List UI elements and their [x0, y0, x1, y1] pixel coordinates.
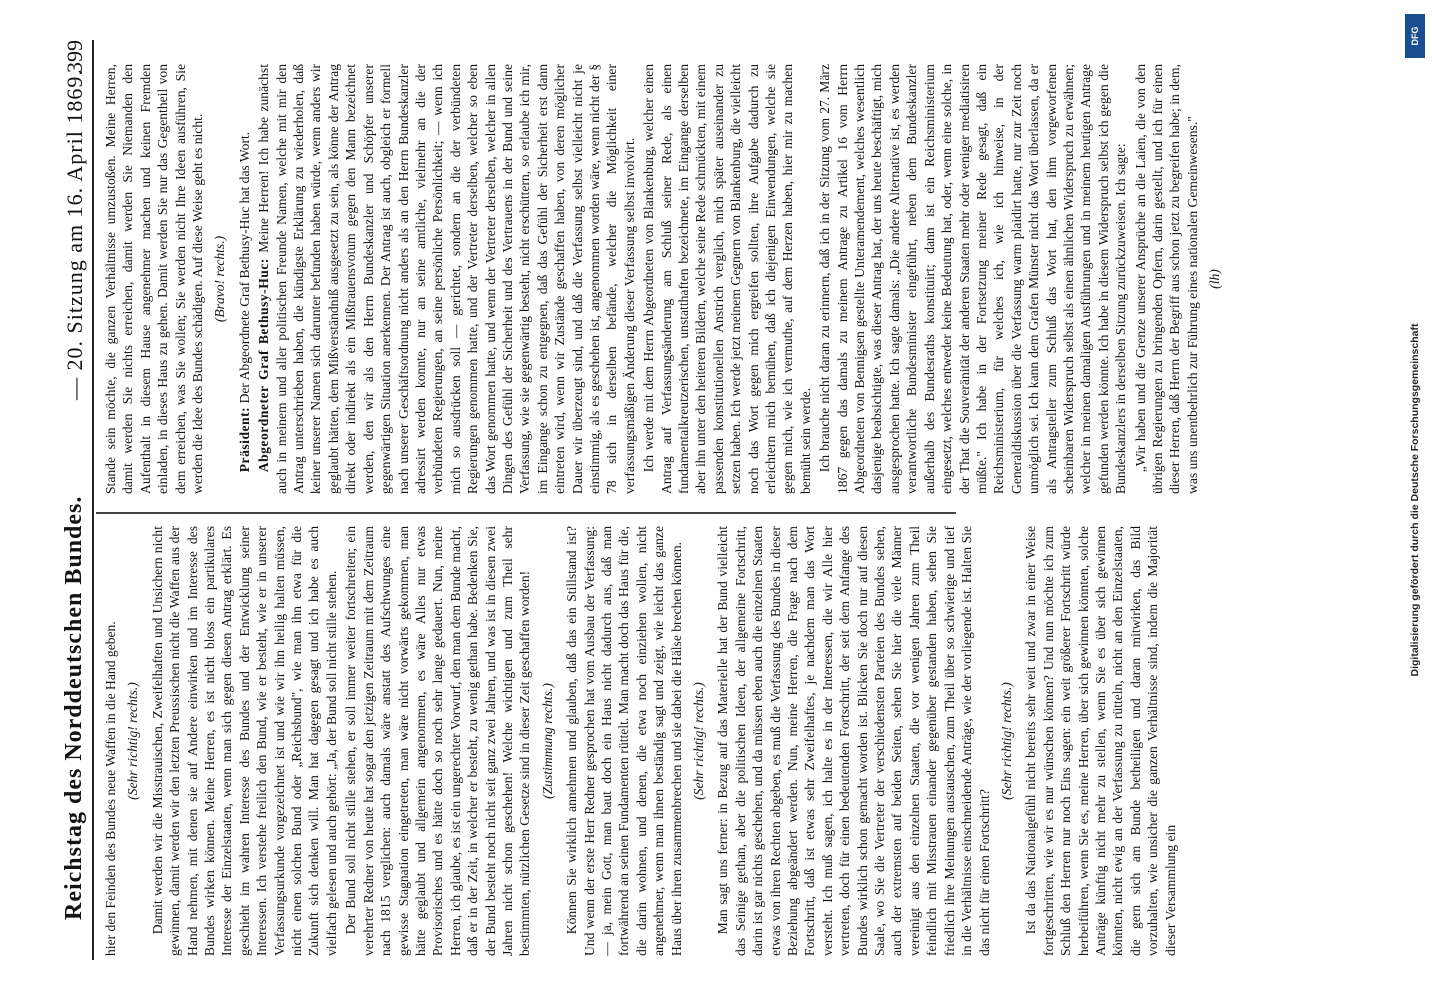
digitization-note: Digitalisierung gefördert durch die Deutsche Forschungsgemeinschaft: [1409, 323, 1421, 677]
right-column: [102, 64, 1223, 494]
dfg-logo: [1405, 14, 1425, 58]
interjection: (Bravo! rechts.): [212, 235, 228, 323]
speaker-name: Präsident:: [236, 406, 252, 473]
interjection: (Sehr richtig! rechts.): [125, 682, 141, 800]
paragraph: Ich werde mit dem Herrn Abgeordneten von Blankenburg, welcher einen Antrag auf Verfassungsänderung am Schluß seiner Rede, als einen fundamentalkreutzerischen, unstatthaften bezeichnete, im Eingange derselben aber ihn unter den heiteren Bildern, welche seine Rede schmückten, mit einem passenden konstitutionellen Anstrich verglich, mich später auseinander zu setzen haben. Ich werde jetzt meinem Gegnern von Blankenburg, die vielleicht noch das Wort gegen mich ergreifen sollten, ihre Aufgabe dadurch zu erleichtern mich bemühen, daß ich diejenigen Einwendungen, welche sie gegen mich, wie ich vermuthe, auf dem Herzen haben, hier mir zu machen bemüht sein werde.: [641, 64, 813, 494]
interjection: (Sehr richtig! rechts.): [691, 682, 706, 800]
page-number: 399: [62, 40, 87, 73]
running-title-right: — 20. Sitzung am 16. April 1869.: [62, 69, 87, 400]
document-page: [36, 20, 1396, 980]
speaker-name: Abgeordneter Graf Bethusy-Huc:: [256, 258, 272, 473]
digitization-stamp: [1404, 10, 1426, 990]
paragraph: Man sagt uns ferner: in Bezug auf das Materielle hat der Bund vielleicht das Seinige gethan, aber die politischen Ideen, der allgemeine Fortschritt, darin ist gar nichts geschehen, und da müssen eben auch die einzelnen Staaten etwas von ihren Rechten abgeben, es muß die Verfassung des Bundes in dieser Beziehung abgeändert werden. Nun, meine Herren, die Frage nach dem Fortschritt, daß ist etwas sehr Zweifelhaftes, je nachdem man das Wort versteht. Ich muß sagen, ich halte es in der Interessen, die wir Alle hier vertreten, doch für einen bedeutenden Fortschritt, der seit dem Anfange des Bundes wirklich schon gemacht worden ist. Blicken Sie doch nur auf diesen Saale, wo Sie die Vertreter der verschiedensten Parteien des Bundes sehen, auch der extremsten auf beiden Seiten, sehen Sie hier die viele Männer vereinigt aus den einzelnen Staaten, die vor wenigen Jahren zum Theil feindlich mit Misstrauen einander gegenüber gestanden haben, sehen Sie friedlich ihre Meinungen austauschen, zum Theil über so schwierige und tief in die Verhältnisse einschneidende Anträge, wie der vorliegende ist. Halten Sie das nicht für einen Fortschritt?: [715, 526, 992, 956]
paragraph: Ich brauche nicht daran zu erinnern, daß ich in der Sitzung vom 27. März 1867 gegen das damals zu meinem Antrage zu Artikel 16 vom Herrn Abgeordneten von Bennigsen gestellte Unteramendement, welches wesentlich dasjenige beabsichtigte, was dieser Antrag hat, der uns heute beschäftigt, mich ausgesprochen hatte. Ich sagte damals: „Die andere Alternative ist, es werden verantwortliche Bundesminister eingeführt, neben dem Bundeskanzler außerhalb des Bundesraths konstituirt; dann ist ein Reichsministerium eingesetzt, welches entweder keine Bedeutung hat, oder, wenn eine solche, in der That die Souveränität der anderen Staaten mehr oder weniger mediatisiren müßte." Ich habe in der Fortsetzung meiner Rede gesagt, daß ein Reichsministerium, für welches ich, wie ich hinweise, in der Generaldiskussion über die Verfassung warm plaidirt hatte, nur zur Zeit noch unmöglich sei. Ich kann dem Grafen Münster nicht das Wort überlassen, da er als Antragsteller zum Schluß das Wort hat, den ihm vorgeworfenen scheinbaren Widerspruch selbst als einen ähnlichen Widerspruch zu erwähnen; welcher in meinen damaligen Ausführungen und in meinem heutigen Antrage gefunden werden könnte. Ich habe in diesem Widerspruch selbst ich gegen die Bundeskanzlers in derselben Sitzung zurückzuweisen. Ich sagte:: [817, 64, 1129, 494]
paragraph: Der Bund soll nicht stille stehen, er soll immer weiter fortschreiten; ein verehrter Redner von heute hat sogar den jetzigen Zeitraum mit dem Zeitraum nach 1815 verglichen: auch damals wäre anstatt des Aufschwunges eine gewisse Stagnation eingetreten, man wäre nicht vorwärts gekommen, man hätte geglaubt und allgemein angenommen, es wäre Alles nur etwas Provisorisches und es hätte doch so noch sehr lange gedauert. Nun, meine Herren, ich glaube, es ist ein ungerechter Vorwurf, den man dem Bunde macht, daß er in der Zeit, in welcher er besteht, zu wenig gethan habe. Bedenken Sie, der Bund besteht noch nicht seit ganz zwei Jahren, und was ist in diesen zwei Jahren nicht schon geschehen! Welche wichtigen und zum Theil sehr bestimmten, nützlichen Gesetze sind in dieser Zeit geschaffen worden!: [343, 526, 533, 956]
paragraph: hier den Feinden des Bundes neue Waffen in die Hand geben.: [103, 621, 118, 956]
paragraph: Können Sie wirklich annehmen und glauben, daß das ein Stillstand ist? Und wenn der erste Herr Redner gesprochen hat vom Ausbau der Verfassung: — ja, mein Gott, man baut doch ein Haus nicht dadurch aus, daß man fortwährend an seinen Fundamenten rüttelt. Man macht doch das Haus für die, die darin wohnen, und denen, die etwa noch einziehen wollen, nicht angenehmer, wenn man ihnen beständig sagt und zeigt, wie leicht das ganze Haus über ihren zusammenbrechen und sie dabei die Hälse brechen können.: [564, 526, 684, 956]
footnote-mark: (lh): [1207, 269, 1223, 289]
quotation: „Wir haben und die Grenze unserer Ansprüche an die Laien, die von den übrigen Regierungen zu bringenden Opfern, darin gestellt, und ich für einen dieser Herren, daß Herrn der Begriff aus schon jetzt zu begreifen habe; in dem, was uns unentbehrlich zur Führung eines nationalen Gemeinwesens.": [1132, 64, 1200, 494]
left-column: [102, 526, 1178, 956]
running-title-left: Reichstag des Norddeutschen Bundes.: [61, 495, 87, 920]
page-header: [58, 40, 94, 960]
paragraph: Ist da das Nationalgefühl nicht bereits sehr weit und zwar in einer Weise fortgeschritten, wie wir es nur wünschen können? Und nun möchte ich zum Schluß den Herren nur noch Eins sagen: ein weit größerer Fortschritt würde herbeiführen, wenn Sie es, meine Herren, über sich gewinnen könnten, solche Anträge künftig nicht mehr zu stellen, wenn Sie es über sich gewinnen könnten, nicht ewig an der Verfassung zu rütteln, nicht an den Einzelstaaten, die gern sich am Bunde betheiligen und daran mitwirken, das Bild vorzuhalten, wie unsicher die ganzen Verhältnisse sind, indem die Majorität dieser Versammlung ein: [1023, 526, 1178, 956]
paragraph: Damit werden wir die Misstrauischen, Zweifelhaften und Unsichern nicht gewinnen, damit werden wir den letzten Preussischen nicht die Waffen aus der Hand nehmen, mit denen sie auf Andere einwirken und im Interesse des Bundes wirken können. Meine Herren, es ist nicht bloss ein partikulares Interesse der Einzelstaaten, wenn man sich gegen diesen Antrag erklärt. Es geschieht im wahren Interesse des Bundes und der Entwicklung seiner Interessen. Ich verstehe freilich den Bund, wie er besteht, wie er in unserer Verfassungsurkunde vorgezeichnet ist und wie wir ihn heilig halten müssen, nicht einen solchen Bund oder „Reichsbund", wie man ihn etwa für die Zukunft sich denken will. Man hat dagegen gesagt und ich habe es auch vielfach gelesen und auch gehört: „Ja, der Bund soll nicht stille stehen.: [149, 526, 339, 956]
speaker-text: Meine Herren! Ich habe zunächst auch in meinem und aller politischen Freunde Namen, welche mit mir den Antrag unterschrieben haben, die kündigste Erklärung zu wiederholen, daß keiner unserer Namen sich darunter befunden haben würde, wenn anders wir geglaubt hätten, dem Mißverständniß ausgesetzt zu sein, als könne der Antrag direkt oder indirekt als ein Mißtrauensvotum gegen den Mann bezeichnet werden, den wir als den Herrn Bundeskanzler und Schöpfer unserer gegenwärtigen Situation anerkennen. Der Antrag ist auch, obgleich er formell nach unserer Geschäftsordnung nicht anders als an den Herrn Bundeskanzler adressirt werden konnte, nur an seine amtliche, vielmehr an die der verbündeten Regierungen, an seine persönliche Persönlichkeit; — wenn ich mich so ausdrücken soll — gerichtet, sondern an die der verbündeten Regierungen genommen hatte, und der Vertreter derselben, welcher so eben das Wort genommen hatte, und wenn der Vertreter derselben, welcher in allen Dingen des Gefühl der Sicherheit und des Vertrauens in der Bund und seine Verfassung, wie sie gegenwärtig besteht, nicht erschüttern, so erlaube ich mir, im Eingange schon zu entgegnen, daß das Gefühl der Sicherheit erst dann eintreten wird, wenn wir Zustände geschaffen haben, von deren möglicher Dauer wir überzeugt sind, und daß die Verfassung selbst vielleicht nicht je einstimmig, als es geschehen ist, angenommen worden wäre, wenn nicht der § 78 sich in derselben befände, welcher die Möglichkeit einer verfassungsmäßigen Änderung dieser Verfassung selbst involvirt.: [256, 64, 637, 494]
interjection: (Zustimmung rechts.): [539, 683, 555, 799]
speaker-paragraph: [255, 64, 638, 494]
dfg-logo-text: DFG: [1410, 26, 1420, 46]
column-divider: [96, 512, 956, 514]
speaker-text: Der Abgeordnete Graf Bethusy-Huc hat das Wort.: [236, 131, 252, 404]
interjection: (Sehr richtig! rechts.): [998, 682, 1014, 800]
paragraph: Stande sein möchte, die ganzen Verhältnisse umzustoßen. Meine Herren, damit werden Sie nichts erreichen, damit werden Sie Niemanden den Aufenthalt in diesem Hause angenehmer machen und keinen Fremden einladen, in dieses Haus zu gehen. Damit werden Sie nur das Gegentheil von dem erreichen, was Sie wollen; Sie werden nicht Ihre Ideen ausführen, Sie werden die Idee des Bundes schädigen. Auf diese Weise geht es nicht.: [103, 64, 206, 494]
speaker-paragraph: [236, 64, 253, 494]
